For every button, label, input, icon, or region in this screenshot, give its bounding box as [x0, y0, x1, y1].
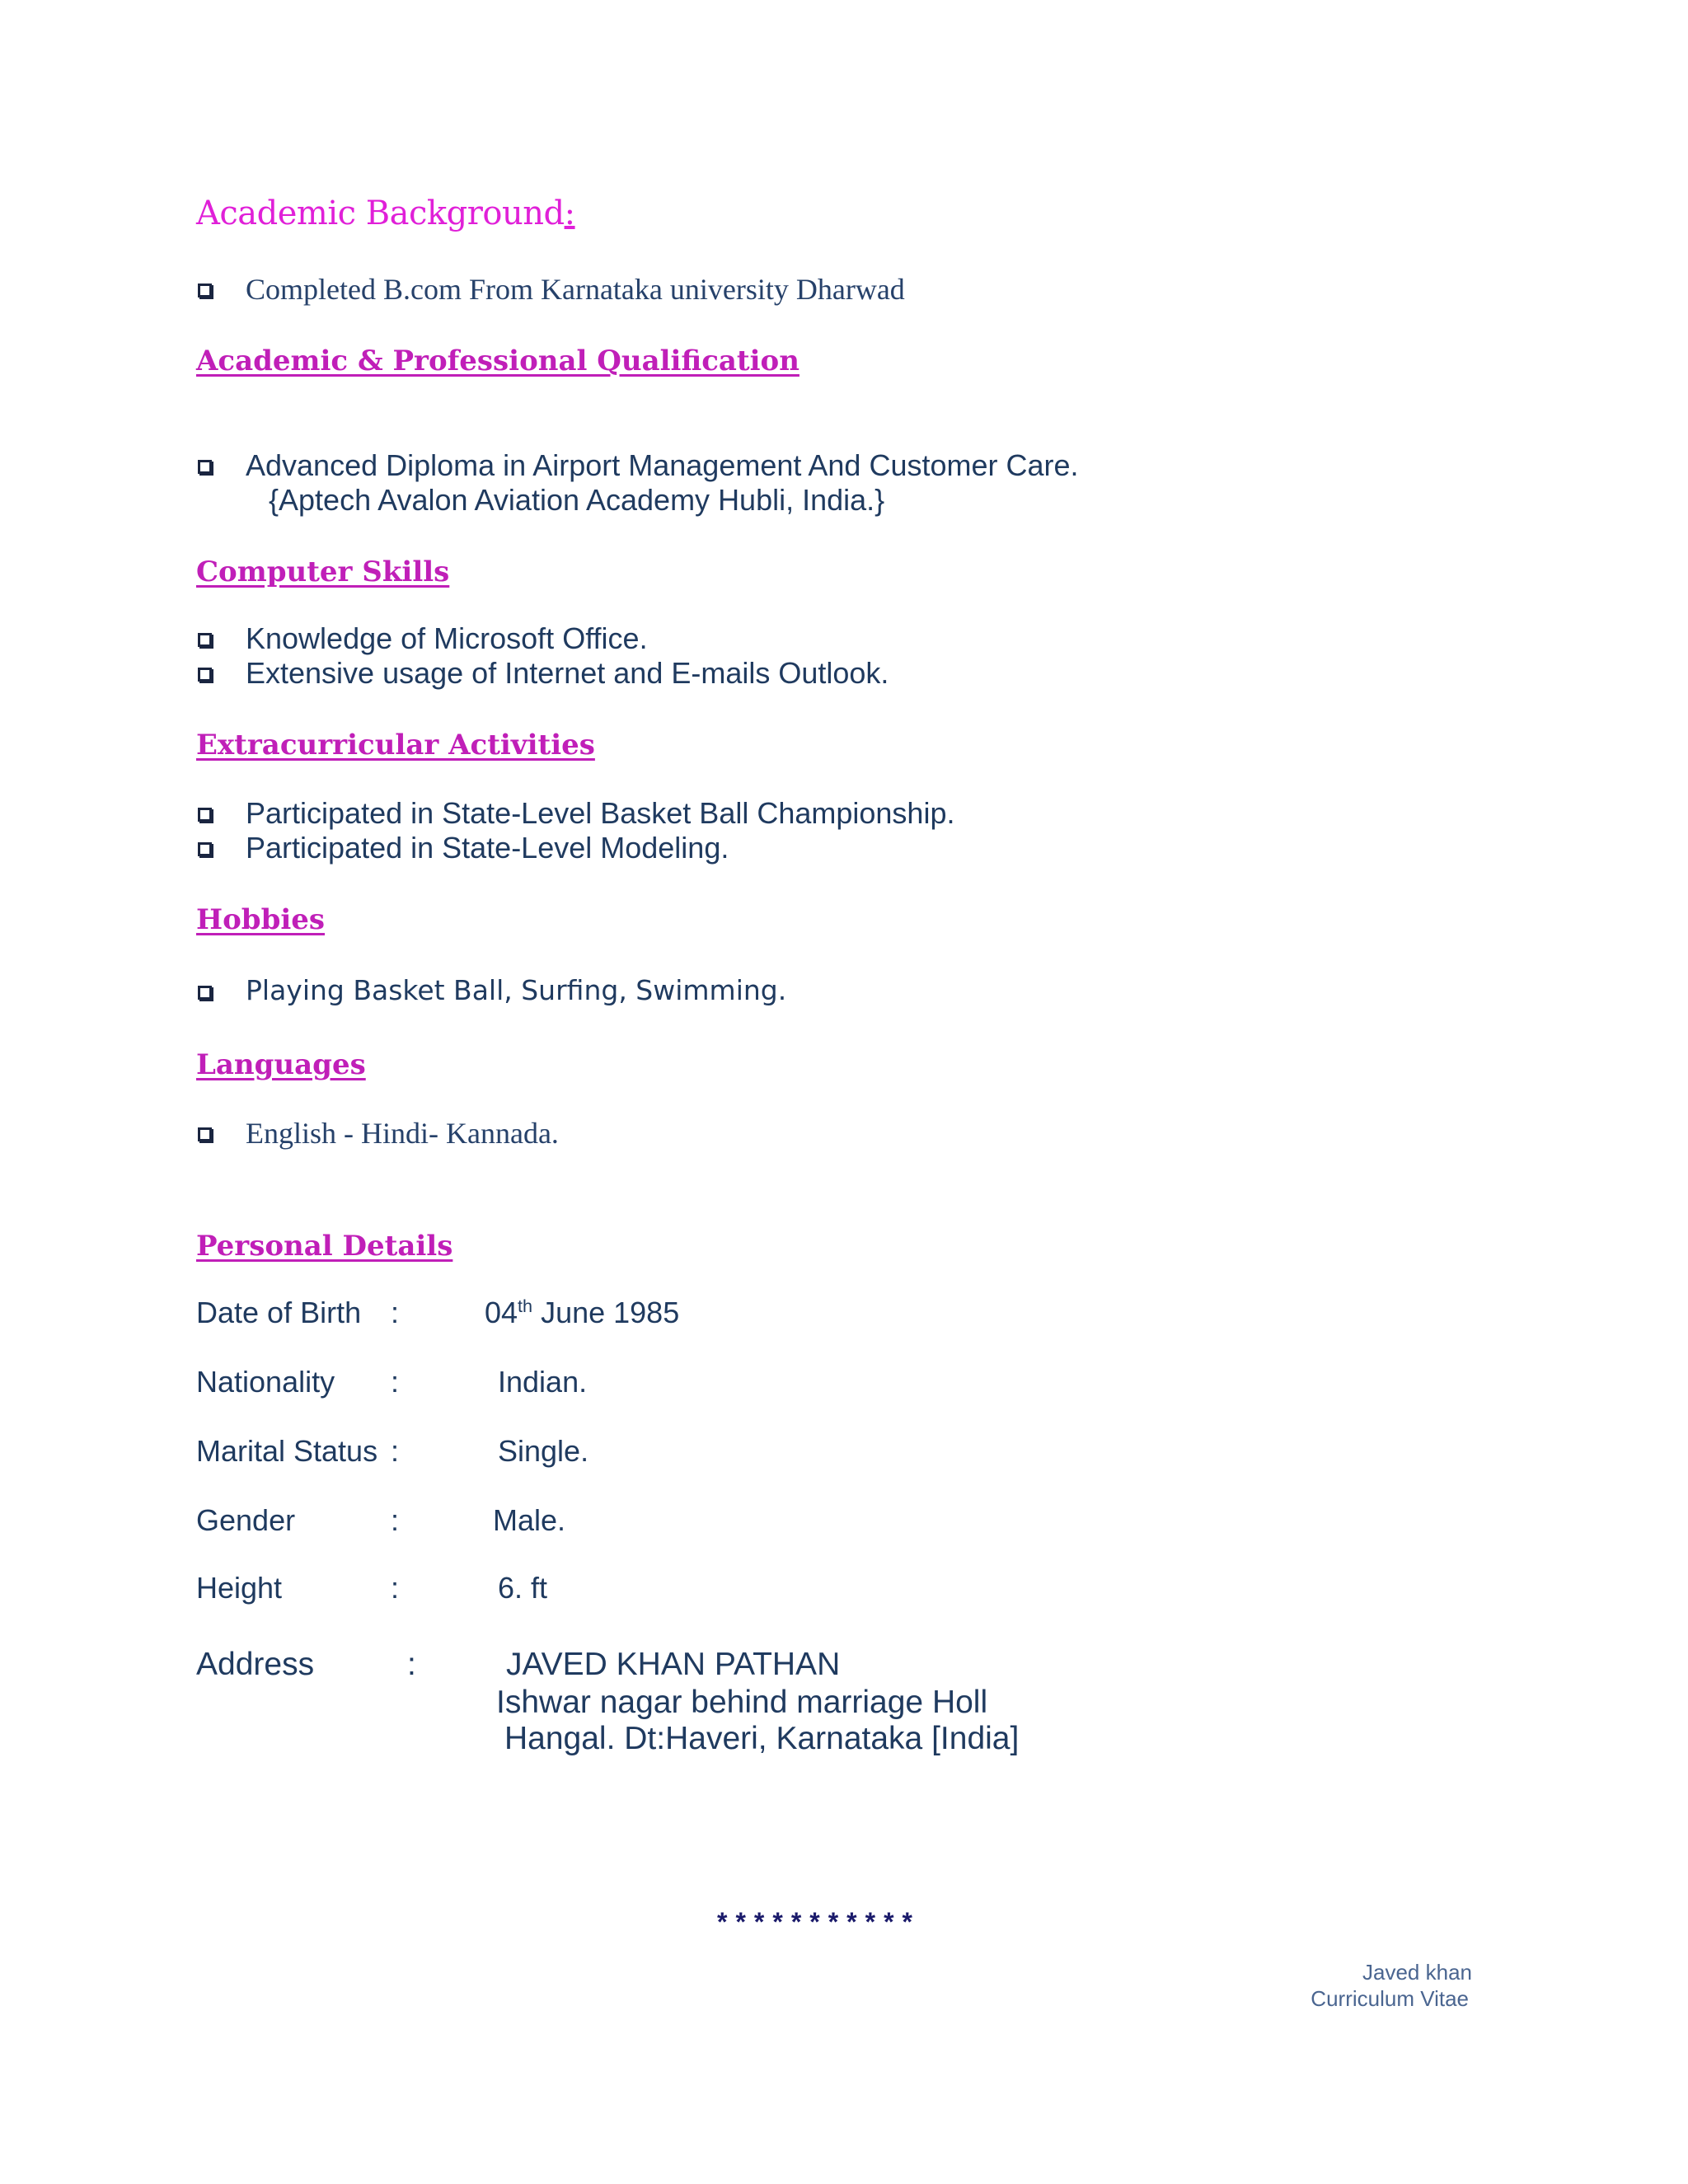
- checkbox-bullet-icon: [198, 668, 212, 682]
- nationality-value: Indian.: [498, 1365, 588, 1399]
- checkbox-bullet-icon: [198, 808, 212, 822]
- address-line3: Hangal. Dt:Haveri, Karnataka [India]: [504, 1721, 1020, 1756]
- height-value: 6. ft: [498, 1571, 548, 1605]
- languages-item: English - Hindi- Kannada.: [246, 1117, 559, 1150]
- height-label: Height: [196, 1571, 283, 1605]
- checkbox-bullet-icon: [198, 284, 212, 298]
- gender-label: Gender: [196, 1503, 296, 1537]
- address-line1: JAVED KHAN PATHAN: [506, 1647, 841, 1682]
- gender-colon: :: [391, 1503, 400, 1537]
- marital-status-colon: :: [391, 1434, 400, 1468]
- footer-title: Curriculum Vitae: [1311, 1986, 1469, 2011]
- extracurricular-item: Participated in State-Level Modeling.: [246, 831, 729, 865]
- section-heading-academic: Academic Background:: [196, 194, 575, 232]
- marital-status-value: Single.: [498, 1434, 589, 1468]
- checkbox-bullet-icon: [198, 460, 212, 474]
- checkbox-bullet-icon: [198, 986, 212, 1000]
- hobbies-item: Playing Basket Ball, Surfing, Swimming.: [246, 974, 787, 1006]
- address-line2: Ishwar nagar behind marriage Holl: [496, 1685, 988, 1720]
- nationality-colon: :: [391, 1365, 400, 1399]
- section-heading-hobbies: Hobbies: [196, 903, 326, 936]
- height-colon: :: [391, 1571, 400, 1605]
- marital-status-label: Marital Status: [196, 1434, 378, 1468]
- checkbox-bullet-icon: [198, 1127, 212, 1141]
- checkbox-bullet-icon: [198, 633, 212, 647]
- computer-skill-item: Extensive usage of Internet and E-mails Outlook.: [246, 656, 889, 690]
- dob-label: Date of Birth: [196, 1296, 362, 1329]
- dob-colon: :: [391, 1296, 400, 1329]
- section-heading-extracurricular: Extracurricular Activities: [196, 729, 595, 762]
- footer-name: Javed khan: [1362, 1960, 1472, 1985]
- address-label: Address: [196, 1647, 315, 1682]
- section-heading-qualification: Academic & Professional Qualification: [196, 344, 799, 377]
- academic-item: Completed B.com From Karnataka university Dharwad: [246, 273, 905, 306]
- qualification-item-line1: Advanced Diploma in Airport Management And Customer Care.: [246, 448, 1079, 482]
- stars-divider: ***********: [717, 1907, 921, 1937]
- gender-value: Male.: [493, 1503, 566, 1537]
- checkbox-bullet-icon: [198, 842, 212, 856]
- section-heading-languages: Languages: [196, 1048, 366, 1081]
- nationality-label: Nationality: [196, 1365, 335, 1399]
- dob-value: 04th June 1985: [485, 1296, 680, 1329]
- section-heading-personal-details: Personal Details: [196, 1230, 453, 1263]
- qualification-item-line2: {Aptech Avalon Aviation Academy Hubli, India.}: [269, 483, 885, 517]
- computer-skill-item: Knowledge of Microsoft Office.: [246, 621, 648, 655]
- address-colon: :: [407, 1647, 416, 1682]
- section-heading-computer-skills: Computer Skills: [196, 555, 450, 588]
- extracurricular-item: Participated in State-Level Basket Ball Championship.: [246, 796, 955, 830]
